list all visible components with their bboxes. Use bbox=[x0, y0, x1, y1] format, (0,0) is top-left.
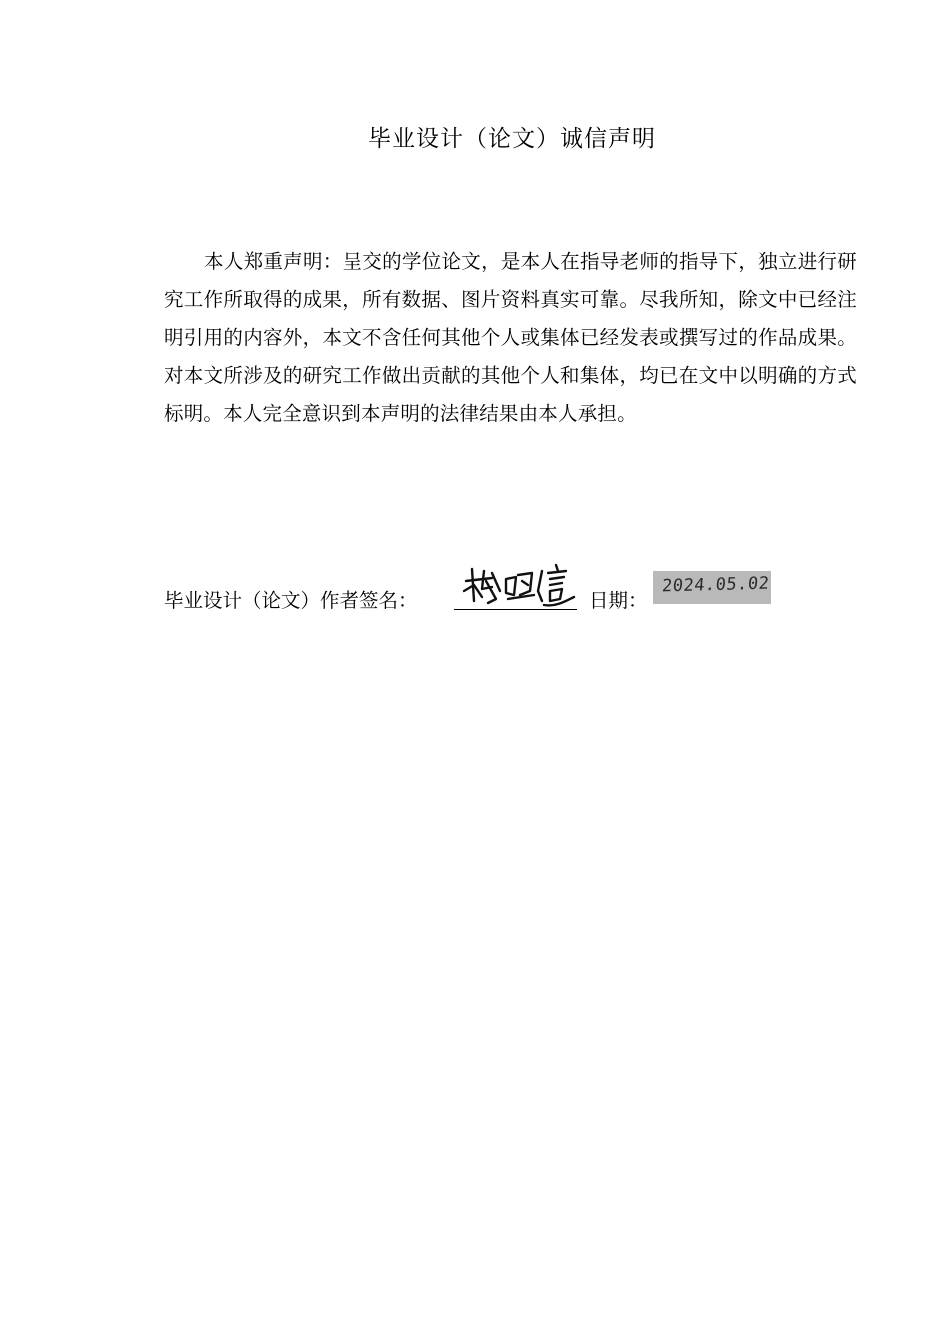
page-title: 毕业设计（论文）诚信声明 bbox=[368, 126, 656, 152]
date-value: 2024.05.02 bbox=[661, 573, 771, 597]
signature-underline bbox=[454, 609, 577, 610]
date-label: 日期： bbox=[589, 589, 648, 612]
signature-row bbox=[164, 573, 804, 617]
handwritten-signature bbox=[458, 561, 576, 609]
date-handwritten bbox=[653, 571, 771, 604]
signature-label: 毕业设计（论文）作者签名： bbox=[164, 589, 418, 612]
declaration-body: 本人郑重声明：呈交的学位论文，是本人在指导老师的指导下，独立进行研究工作所取得的成果，所有数据、图片资料真实可靠。尽我所知，除文中已经注明引用的内容外，本文不含任何其他个人或集体已经发表或撰写过的作品成果。对本文所涉及的研究工作做出贡献的其他个人和集体，均已在文中以明确的方式标明。本人完全意识到本声明的法律结果由本人承担。 bbox=[164, 250, 857, 425]
